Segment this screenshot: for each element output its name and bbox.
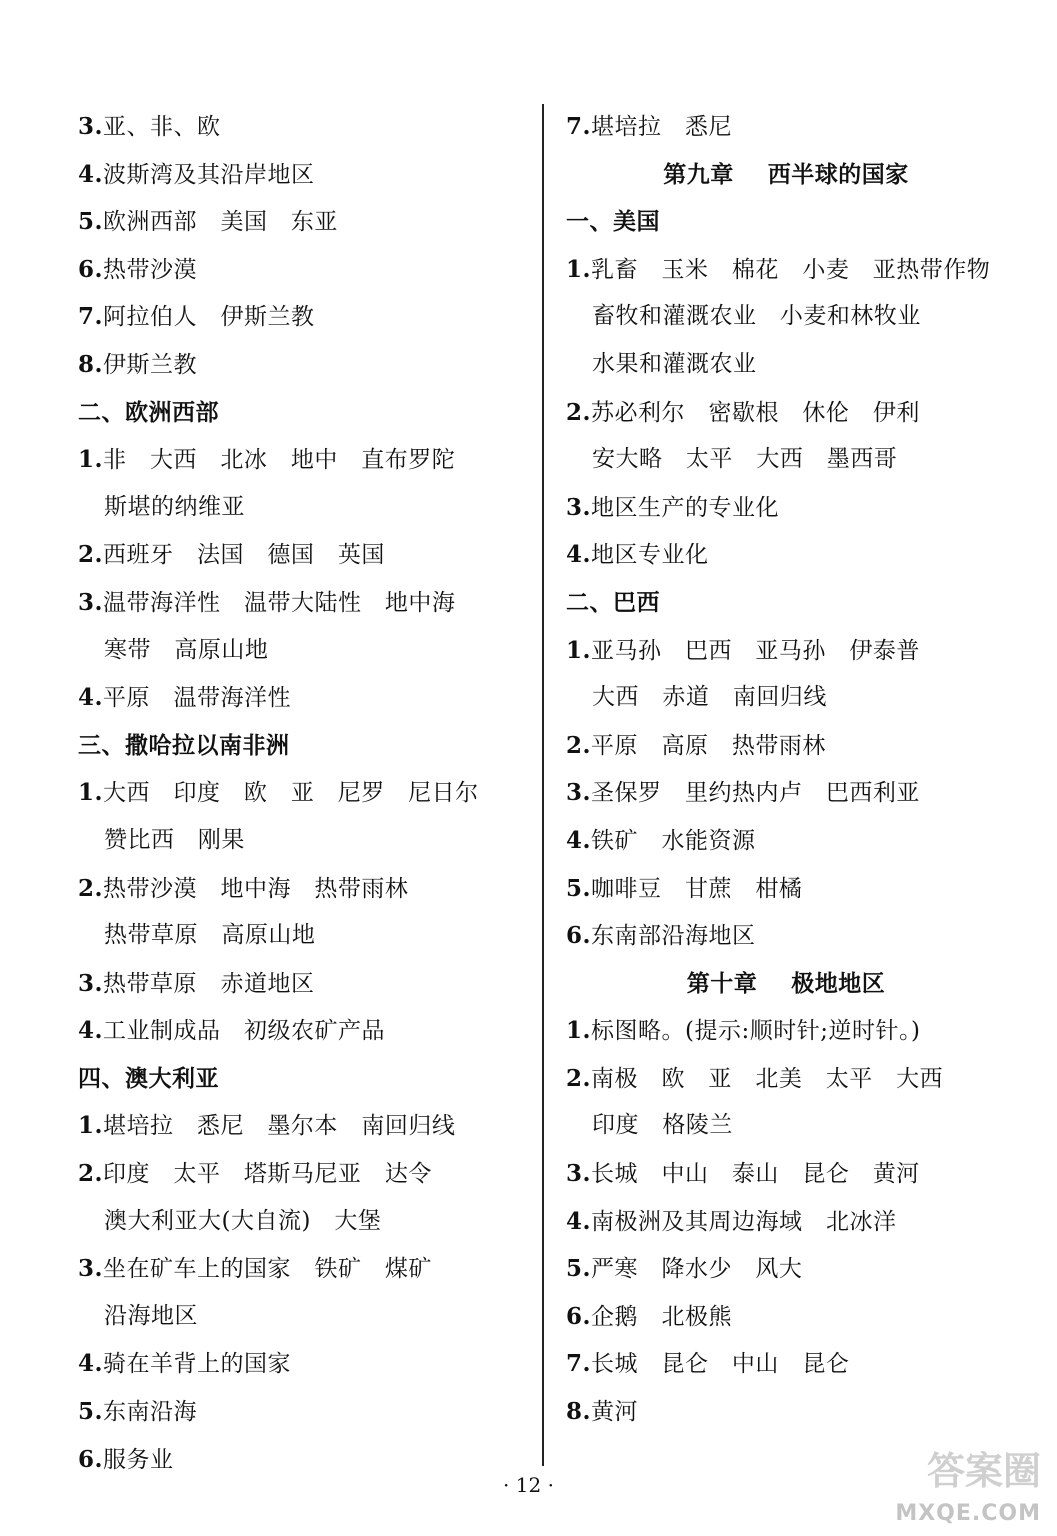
answer-line <box>78 1245 528 1293</box>
section-heading <box>566 198 1006 246</box>
chapter-heading <box>566 960 1006 1008</box>
answer-line <box>566 817 1006 865</box>
item-number: 3. <box>78 113 104 140</box>
answer-text: 第十章 极地地区 <box>686 969 886 997</box>
answer-text: 骑在羊背上的国家 <box>103 1351 292 1378</box>
watermark <box>877 1440 1045 1530</box>
answer-text: 斯堪的纳维亚 <box>104 493 245 520</box>
answer-line <box>78 817 528 865</box>
item-number: 8. <box>78 350 104 378</box>
item-number: 5. <box>566 874 592 902</box>
watermark-site: MXQE.COM <box>895 1501 1041 1526</box>
chapter-heading <box>566 151 1006 199</box>
answer-line <box>78 627 528 675</box>
answer-line <box>78 151 528 199</box>
item-number: 8. <box>566 1398 592 1426</box>
item-number: 3. <box>78 588 104 616</box>
item-number: 4. <box>566 1207 592 1235</box>
answer-text: 乳畜 玉米 棉花 小麦 亚热带作物 <box>591 256 991 283</box>
answer-text: 西班牙 法国 德国 英国 <box>103 542 385 569</box>
answer-text: 地区专业化 <box>591 542 709 569</box>
item-number: 2. <box>78 541 104 569</box>
answer-text: 圣保罗 里约热内卢 巴西利亚 <box>591 780 920 807</box>
answer-line <box>566 531 1006 579</box>
item-number: 1. <box>566 636 592 664</box>
item-number: 1. <box>78 779 104 807</box>
answer-line <box>566 436 1006 484</box>
right-column <box>566 103 1006 1436</box>
answer-text: 二、欧洲西部 <box>78 398 219 426</box>
item-number: 1. <box>78 1112 104 1140</box>
answer-text: 阿拉伯人 伊斯兰教 <box>103 304 315 331</box>
answer-text: 地区生产的专业化 <box>591 494 780 521</box>
answer-text: 坐在矿车上的国家 铁矿 煤矿 <box>103 1256 432 1283</box>
answer-line <box>566 389 1006 437</box>
item-number: 6. <box>566 922 592 950</box>
section-heading <box>78 389 528 437</box>
answer-text: 长城 昆仑 中山 昆仑 <box>591 1351 850 1378</box>
answer-line <box>566 484 1006 532</box>
item-number: 2. <box>78 1160 104 1188</box>
item-number: 4. <box>566 826 592 854</box>
item-number: 1. <box>566 1017 592 1045</box>
answer-text: 东南沿海 <box>103 1399 198 1426</box>
answer-line <box>78 198 528 246</box>
answer-text: 平原 温带海洋性 <box>103 685 291 712</box>
answer-text: 欧洲西部 美国 东亚 <box>103 209 338 236</box>
item-number: 2. <box>566 398 592 426</box>
answer-line <box>78 1198 528 1246</box>
answer-text: 堪培拉 悉尼 <box>591 114 732 140</box>
answer-text: 热带草原 赤道地区 <box>103 970 315 997</box>
answer-text: 长城 中山 泰山 昆仑 黄河 <box>591 1161 920 1188</box>
item-number: 4. <box>78 160 104 188</box>
answer-line <box>78 293 528 341</box>
answer-text: 大西 赤道 南回归线 <box>592 684 827 711</box>
answer-text: 赞比西 刚果 <box>104 826 245 853</box>
answer-text: 畜牧和灌溉农业 小麦和林牧业 <box>592 303 921 330</box>
answer-text: 堪培拉 悉尼 墨尔本 南回归线 <box>103 1113 456 1140</box>
answer-text: 热带草原 高原山地 <box>104 922 316 949</box>
answer-line <box>566 722 1006 770</box>
item-number: 5. <box>78 208 104 236</box>
item-number: 7. <box>566 113 592 140</box>
column-divider <box>542 104 544 1466</box>
section-heading <box>78 722 528 770</box>
answer-line <box>78 436 528 484</box>
item-number: 7. <box>78 303 104 331</box>
answer-text: 非 大西 北冰 地中 直布罗陀 <box>103 447 456 474</box>
answer-line <box>78 484 528 532</box>
item-number: 6. <box>78 1445 104 1473</box>
left-column <box>78 103 528 1483</box>
answer-line <box>78 865 528 913</box>
section-heading <box>78 1055 528 1103</box>
answer-line <box>78 960 528 1008</box>
answer-text: 服务业 <box>103 1446 174 1473</box>
answer-text: 热带沙漠 地中海 热带雨林 <box>103 875 409 902</box>
answer-text: 咖啡豆 甘蔗 柑橘 <box>591 875 803 902</box>
answer-text: 南极洲及其周边海域 北冰洋 <box>591 1208 897 1235</box>
answer-line <box>78 246 528 294</box>
item-number: 3. <box>78 969 104 997</box>
answer-line <box>78 341 528 389</box>
answer-text: 印度 格陵兰 <box>592 1112 733 1139</box>
answer-line <box>566 1293 1006 1341</box>
answer-line <box>566 1007 1006 1055</box>
item-number: 2. <box>566 731 592 759</box>
answer-line <box>566 674 1006 722</box>
answer-line <box>566 1102 1006 1150</box>
item-number: 3. <box>566 1160 592 1188</box>
answer-text: 一、美国 <box>566 208 660 236</box>
item-number: 4. <box>78 1017 104 1045</box>
answer-line <box>566 103 1006 151</box>
item-number: 5. <box>566 1255 592 1283</box>
answer-text: 二、巴西 <box>566 588 660 616</box>
watermark-logo: 答案圈 <box>926 1449 1041 1493</box>
item-number: 1. <box>566 255 592 283</box>
item-number: 3. <box>566 779 592 807</box>
answer-line <box>78 531 528 579</box>
answer-text: 苏必利尔 密歇根 休伦 伊利 <box>591 399 920 426</box>
item-number: 1. <box>78 446 104 474</box>
answer-line <box>566 627 1006 675</box>
answer-text: 严寒 降水少 风大 <box>591 1256 803 1283</box>
answer-line <box>566 1055 1006 1103</box>
answer-text: 波斯湾及其沿岸地区 <box>103 161 315 188</box>
answer-text: 安大略 太平 大西 墨西哥 <box>592 446 898 473</box>
answer-text: 热带沙漠 <box>103 256 198 283</box>
answer-text: 第九章 西半球的国家 <box>663 160 909 188</box>
item-number: 2. <box>566 1064 592 1092</box>
answer-line <box>566 1150 1006 1198</box>
item-number: 4. <box>566 541 592 569</box>
answer-text: 水果和灌溉农业 <box>592 350 757 377</box>
answer-line <box>566 246 1006 294</box>
answer-text: 寒带 高原山地 <box>104 636 269 663</box>
item-number: 4. <box>78 684 104 712</box>
answer-line <box>78 103 528 151</box>
answer-line <box>78 1102 528 1150</box>
answer-line <box>78 1007 528 1055</box>
answer-text: 四、澳大利亚 <box>78 1064 219 1092</box>
answer-line <box>566 912 1006 960</box>
answer-line <box>78 579 528 627</box>
answer-text: 温带海洋性 温带大陆性 地中海 <box>103 589 456 616</box>
answer-text: 黄河 <box>591 1399 639 1426</box>
answer-line <box>78 1388 528 1436</box>
item-number: 4. <box>78 1350 104 1378</box>
answer-text: 亚马孙 巴西 亚马孙 伊泰普 <box>591 637 920 664</box>
answer-text: 亚、非、欧 <box>103 114 221 140</box>
answer-line <box>566 1340 1006 1388</box>
answer-line <box>566 1388 1006 1436</box>
item-number: 5. <box>78 1398 104 1426</box>
item-number: 3. <box>78 1255 104 1283</box>
answer-text: 企鹅 北极熊 <box>591 1303 732 1330</box>
item-number: 6. <box>78 255 104 283</box>
item-number: 6. <box>566 1302 592 1330</box>
answer-line <box>566 1198 1006 1246</box>
answer-text: 沿海地区 <box>104 1302 198 1329</box>
answer-text: 标图略。(提示:顺时针;逆时针。) <box>591 1018 921 1045</box>
answer-line <box>78 769 528 817</box>
answer-line <box>78 912 528 960</box>
answer-line <box>566 865 1006 913</box>
section-heading <box>566 579 1006 627</box>
answer-text: 印度 太平 塔斯马尼亚 达令 <box>103 1161 432 1188</box>
answer-text: 平原 高原 热带雨林 <box>591 732 826 759</box>
answer-line <box>566 341 1006 389</box>
answer-text: 三、撒哈拉以南非洲 <box>78 731 290 759</box>
answer-line <box>78 1340 528 1388</box>
item-number: 3. <box>566 493 592 521</box>
answer-text: 工业制成品 初级农矿产品 <box>103 1018 385 1045</box>
answer-line <box>566 293 1006 341</box>
answer-text: 伊斯兰教 <box>103 351 198 378</box>
answer-text: 东南部沿海地区 <box>591 923 756 950</box>
answer-text: 大西 印度 欧 亚 尼罗 尼日尔 <box>103 780 479 807</box>
answer-text: 南极 欧 亚 北美 太平 大西 <box>591 1065 944 1092</box>
answer-line <box>566 1245 1006 1293</box>
answer-text: 铁矿 水能资源 <box>591 827 756 854</box>
answer-text: 澳大利亚大(大自流) 大堡 <box>104 1207 382 1234</box>
answer-line <box>78 1150 528 1198</box>
page-number: · 12 · <box>503 1473 554 1497</box>
answer-line <box>78 1293 528 1341</box>
item-number: 7. <box>566 1350 592 1378</box>
item-number: 2. <box>78 874 104 902</box>
answer-line <box>566 769 1006 817</box>
answer-line <box>78 674 528 722</box>
